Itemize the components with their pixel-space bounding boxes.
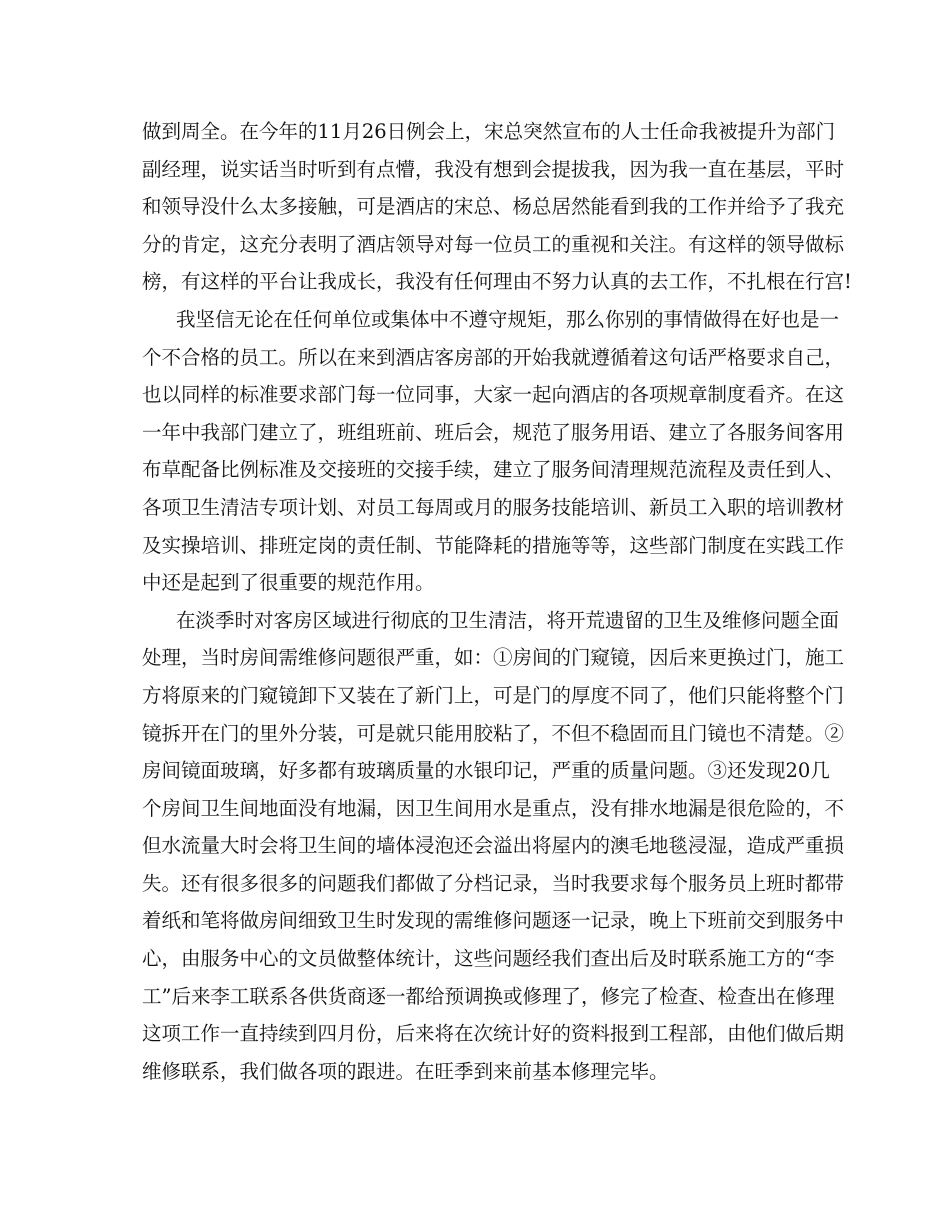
text-line: 也以同样的标准要求部门每一位同事，大家一起向酒店的各项规章制度看齐。在这 [142, 383, 845, 407]
text-line: 一年中我部门建立了，班组班前、班后会，规范了服务用语、建立了各服务间客用 [142, 420, 845, 444]
text-line: 和领导没什么太多接触，可是酒店的宋总、杨总居然能看到我的工作并给予了我充 [142, 195, 845, 219]
text-line: 中还是起到了很重要的规范作用。 [142, 571, 435, 595]
text-line: 这项工作一直持续到四月份，后来将在次统计好的资料报到工程部，由他们做后期 [142, 1022, 845, 1046]
text-line: 维修联系，我们做各项的跟进。在旺季到来前基本修理完毕。 [142, 1059, 669, 1083]
paragraph-2 [142, 301, 845, 602]
text-line: 分的肯定，这充分表明了酒店领导对每一位员工的重视和关注。有这样的领导做标 [142, 232, 845, 256]
text-line: 着纸和笔将做房间细致卫生时发现的需维修问题逐一记录，晚上下班前交到服务中 [142, 909, 845, 933]
text-line: 心，由服务中心的文员做整体统计，这些问题经我们查出后及时联系施工方的“李 [142, 947, 835, 971]
text-line: 镜拆开在门的里外分装，可是就只能用胶粘了，不但不稳固而且门镜也不清楚。② [142, 721, 845, 745]
paragraph-1 [142, 113, 852, 301]
text-line: 在淡季时对客房区域进行彻底的卫生清洁，将开荒遗留的卫生及维修问题全面 [176, 608, 840, 632]
text-line: 及实操培训、排班定岗的责任制、节能降耗的措施等等，这些部门制度在实践工作 [142, 533, 845, 557]
document-body [142, 113, 852, 1090]
text-line: 我坚信无论在任何单位或集体中不遵守规矩，那么你别的事情做得在好也是一 [176, 307, 840, 331]
text-line: 个不合格的员工。所以在来到酒店客房部的开始我就遵循着这句话严格要求自己， [142, 345, 845, 369]
text-line: 但水流量大时会将卫生间的墙体浸泡还会溢出将屋内的澳毛地毯浸湿，造成严重损 [142, 834, 845, 858]
text-line: 工”后来李工联系各供货商逐一都给预调换或修理了，修完了检查、检查出在修理 [142, 984, 835, 1008]
paragraph-3 [142, 602, 845, 1091]
text-line: 个房间卫生间地面没有地漏，因卫生间用水是重点，没有排水地漏是很危险的，不 [142, 796, 845, 820]
text-line: 副经理，说实话当时听到有点懵，我没有想到会提拔我，因为我一直在基层，平时 [142, 157, 845, 181]
text-line: 布草配备比例标准及交接班的交接手续，建立了服务间清理规范流程及责任到人、 [142, 458, 845, 482]
text-line: 各项卫生清洁专项计划、对员工每周或月的服务技能培训、新员工入职的培训教材 [142, 495, 845, 519]
text-line: 房间镜面玻璃，好多都有玻璃质量的水银印记，严重的质量问题。③还发现20几 [142, 759, 830, 783]
text-line: 做到周全。在今年的11月26日例会上，宋总突然宣布的人士任命我被提升为部门 [142, 120, 836, 143]
text-line: 榜，有这样的平台让我成长，我没有任何理由不努力认真的去工作，不扎根在行宫! [142, 270, 852, 294]
text-line: 方将原来的门窥镜卸下又装在了新门上，可是门的厚度不同了，他们只能将整个门 [142, 683, 845, 707]
text-line: 处理，当时房间需维修问题很严重，如：①房间的门窥镜，因后来更换过门，施工 [142, 646, 845, 670]
text-line: 失。还有很多很多的问题我们都做了分档记录，当时我要求每个服务员上班时都带 [142, 871, 845, 895]
